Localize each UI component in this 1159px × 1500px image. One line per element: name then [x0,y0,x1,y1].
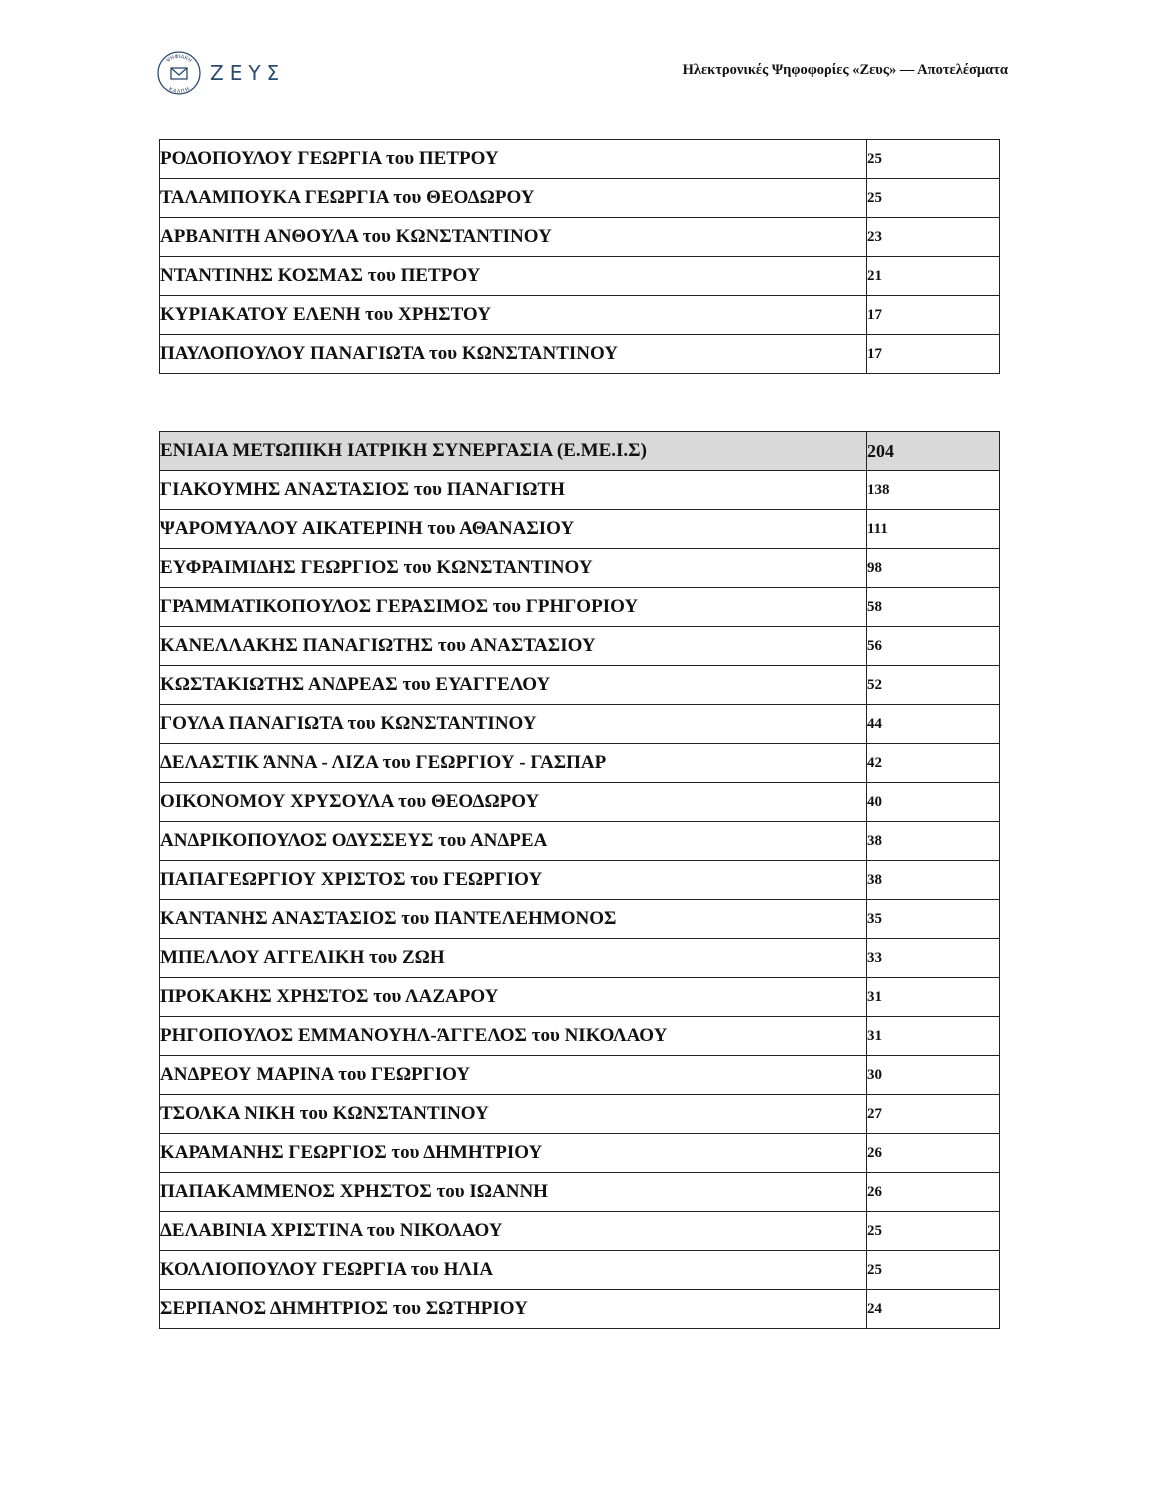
candidate-name: ΚΑΝΤΑΝΗΣ ΑΝΑΣΤΑΣΙΟΣ του ΠΑΝΤΕΛΕΗΜΟΝΟΣ [160,900,867,939]
table-row [160,510,1000,549]
candidate-votes: 27 [867,1095,1000,1134]
candidate-votes: 111 [867,510,1000,549]
svg-text:ΚΑΛΠΗ [167,86,190,95]
table-row [160,179,1000,218]
candidate-name: ΓΡΑΜΜΑΤΙΚΟΠΟΥΛΟΣ ΓΕΡΑΣΙΜΟΣ του ΓΡΗΓΟΡΙΟΥ [160,588,867,627]
seal-bottom-text: ΚΑΛΠΗ [167,86,191,96]
candidate-name: ΟΙΚΟΝΟΜΟΥ ΧΡΥΣΟΥΛΑ του ΘΕΟΔΩΡΟΥ [160,783,867,822]
candidate-votes: 25 [867,1251,1000,1290]
candidate-votes: 98 [867,549,1000,588]
party-name: ΕΝΙΑΙΑ ΜΕΤΩΠΙΚΗ ΙΑΤΡΙΚΗ ΣΥΝΕΡΓΑΣΙΑ (Ε.ΜΕ.Ι.Σ) [160,432,867,471]
table-row [160,705,1000,744]
table-row [160,335,1000,374]
candidate-votes: 23 [867,218,1000,257]
candidate-name: ΣΕΡΠΑΝΟΣ ΔΗΜΗΤΡΙΟΣ του ΣΩΤΗΡΙΟΥ [160,1290,867,1329]
table-row [160,666,1000,705]
candidate-votes: 31 [867,1017,1000,1056]
candidate-votes: 58 [867,588,1000,627]
candidate-name: ΚΥΡΙΑΚΑΤΟΥ ΕΛΕΝΗ του ΧΡΗΣΤΟΥ [160,296,867,335]
candidate-votes: 44 [867,705,1000,744]
candidate-name: ΔΕΛΑΣΤΙΚ ΆΝΝΑ - ΛΙΖΑ του ΓΕΩΡΓΙΟΥ - ΓΑΣΠΑΡ [160,744,867,783]
candidate-name: ΡΟΔΟΠΟΥΛΟΥ ΓΕΩΡΓΙΑ του ΠΕΤΡΟΥ [160,140,867,179]
zeus-logo [156,50,285,96]
candidate-votes: 30 [867,1056,1000,1095]
candidate-name: ΠΑΥΛΟΠΟΥΛΟΥ ΠΑΝΑΓΙΩΤΑ του ΚΩΝΣΤΑΝΤΙΝΟΥ [160,335,867,374]
table-row [160,549,1000,588]
table-row [160,744,1000,783]
candidate-name: ΚΩΣΤΑΚΙΩΤΗΣ ΑΝΔΡΕΑΣ του ΕΥΑΓΓΕΛΟΥ [160,666,867,705]
table-row [160,1017,1000,1056]
candidate-name: ΝΤΑΝΤΙΝΗΣ ΚΟΣΜΑΣ του ΠΕΤΡΟΥ [160,257,867,296]
candidate-votes: 25 [867,179,1000,218]
table-row [160,296,1000,335]
candidate-name: ΜΠΕΛΛΟΥ ΑΓΓΕΛΙΚΗ του ΖΩΗ [160,939,867,978]
table-row [160,900,1000,939]
table-row [160,1212,1000,1251]
candidate-name: ΓΟΥΛΑ ΠΑΝΑΓΙΩΤΑ του ΚΩΝΣΤΑΝΤΙΝΟΥ [160,705,867,744]
results-table-continued [159,139,1000,374]
table-row [160,471,1000,510]
table-row [160,1134,1000,1173]
candidate-votes: 40 [867,783,1000,822]
table-row [160,822,1000,861]
candidate-name: ΑΡΒΑΝΙΤΗ ΑΝΘΟΥΛΑ του ΚΩΝΣΤΑΝΤΙΝΟΥ [160,218,867,257]
candidate-name: ΑΝΔΡΕΟΥ ΜΑΡΙΝΑ του ΓΕΩΡΓΙΟΥ [160,1056,867,1095]
candidate-name: ΑΝΔΡΙΚΟΠΟΥΛΟΣ ΟΔΥΣΣΕΥΣ του ΑΝΔΡΕΑ [160,822,867,861]
table-row [160,218,1000,257]
candidate-name: ΨΑΡΟΜΥΑΛΟΥ ΑΙΚΑΤΕΡΙΝΗ του ΑΘΑΝΑΣΙΟΥ [160,510,867,549]
candidate-name: ΕΥΦΡΑΙΜΙΔΗΣ ΓΕΩΡΓΙΟΣ του ΚΩΝΣΤΑΝΤΙΝΟΥ [160,549,867,588]
candidate-name: ΠΑΠΑΚΑΜΜΕΝΟΣ ΧΡΗΣΤΟΣ του ΙΩΑΝΝΗ [160,1173,867,1212]
table-row [160,1173,1000,1212]
candidate-votes: 35 [867,900,1000,939]
candidate-name: ΚΑΝΕΛΛΑΚΗΣ ΠΑΝΑΓΙΩΤΗΣ του ΑΝΑΣΤΑΣΙΟΥ [160,627,867,666]
candidate-votes: 24 [867,1290,1000,1329]
ballot-seal-icon [156,50,202,96]
table-row [160,588,1000,627]
table-row [160,1056,1000,1095]
candidate-votes: 56 [867,627,1000,666]
table-row [160,783,1000,822]
candidate-votes: 33 [867,939,1000,978]
svg-text:ΨΗΦΙΑΚΗ [165,54,192,64]
table-row [160,861,1000,900]
table-row [160,140,1000,179]
table-row [160,939,1000,978]
candidate-name: ΔΕΛΑΒΙΝΙΑ ΧΡΙΣΤΙΝΑ του ΝΙΚΟΛΑΟΥ [160,1212,867,1251]
page-header-title: Ηλεκτρονικές Ψηφοφορίες «Ζευς» — Αποτελέσματα [682,62,1008,78]
table-row [160,627,1000,666]
candidate-votes: 26 [867,1173,1000,1212]
results-table-emeis [159,431,1000,1329]
candidate-votes: 17 [867,296,1000,335]
candidate-name: ΚΟΛΛΙΟΠΟΥΛΟΥ ΓΕΩΡΓΙΑ του ΗΛΙΑ [160,1251,867,1290]
candidate-votes: 17 [867,335,1000,374]
candidate-votes: 42 [867,744,1000,783]
candidate-votes: 25 [867,1212,1000,1251]
candidate-name: ΤΑΛΑΜΠΟΥΚΑ ΓΕΩΡΓΙΑ του ΘΕΟΔΩΡΟΥ [160,179,867,218]
candidate-name: ΤΣΟΛΚΑ ΝΙΚΗ του ΚΩΝΣΤΑΝΤΙΝΟΥ [160,1095,867,1134]
candidate-votes: 38 [867,861,1000,900]
candidate-votes: 138 [867,471,1000,510]
candidate-votes: 52 [867,666,1000,705]
table-row [160,978,1000,1017]
logo-wordmark: ΖΕΥΣ [210,61,286,85]
candidate-votes: 38 [867,822,1000,861]
candidate-name: ΓΙΑΚΟΥΜΗΣ ΑΝΑΣΤΑΣΙΟΣ του ΠΑΝΑΓΙΩΤΗ [160,471,867,510]
party-header-row [160,432,1000,471]
candidate-name: ΠΡΟΚΑΚΗΣ ΧΡΗΣΤΟΣ του ΛΑΖΑΡΟΥ [160,978,867,1017]
table-row [160,1290,1000,1329]
candidate-name: ΚΑΡΑΜΑΝΗΣ ΓΕΩΡΓΙΟΣ του ΔΗΜΗΤΡΙΟΥ [160,1134,867,1173]
table-row [160,257,1000,296]
table-row [160,1251,1000,1290]
candidate-votes: 21 [867,257,1000,296]
seal-top-text: ΨΗΦΙΑΚΗ [165,53,193,65]
table-row [160,1095,1000,1134]
candidate-votes: 26 [867,1134,1000,1173]
candidate-votes: 31 [867,978,1000,1017]
party-votes: 204 [867,432,1000,471]
candidate-name: ΠΑΠΑΓΕΩΡΓΙΟΥ ΧΡΙΣΤΟΣ του ΓΕΩΡΓΙΟΥ [160,861,867,900]
candidate-name: ΡΗΓΟΠΟΥΛΟΣ ΕΜΜΑΝΟΥΗΛ-ΆΓΓΕΛΟΣ του ΝΙΚΟΛΑΟΥ [160,1017,867,1056]
candidate-votes: 25 [867,140,1000,179]
